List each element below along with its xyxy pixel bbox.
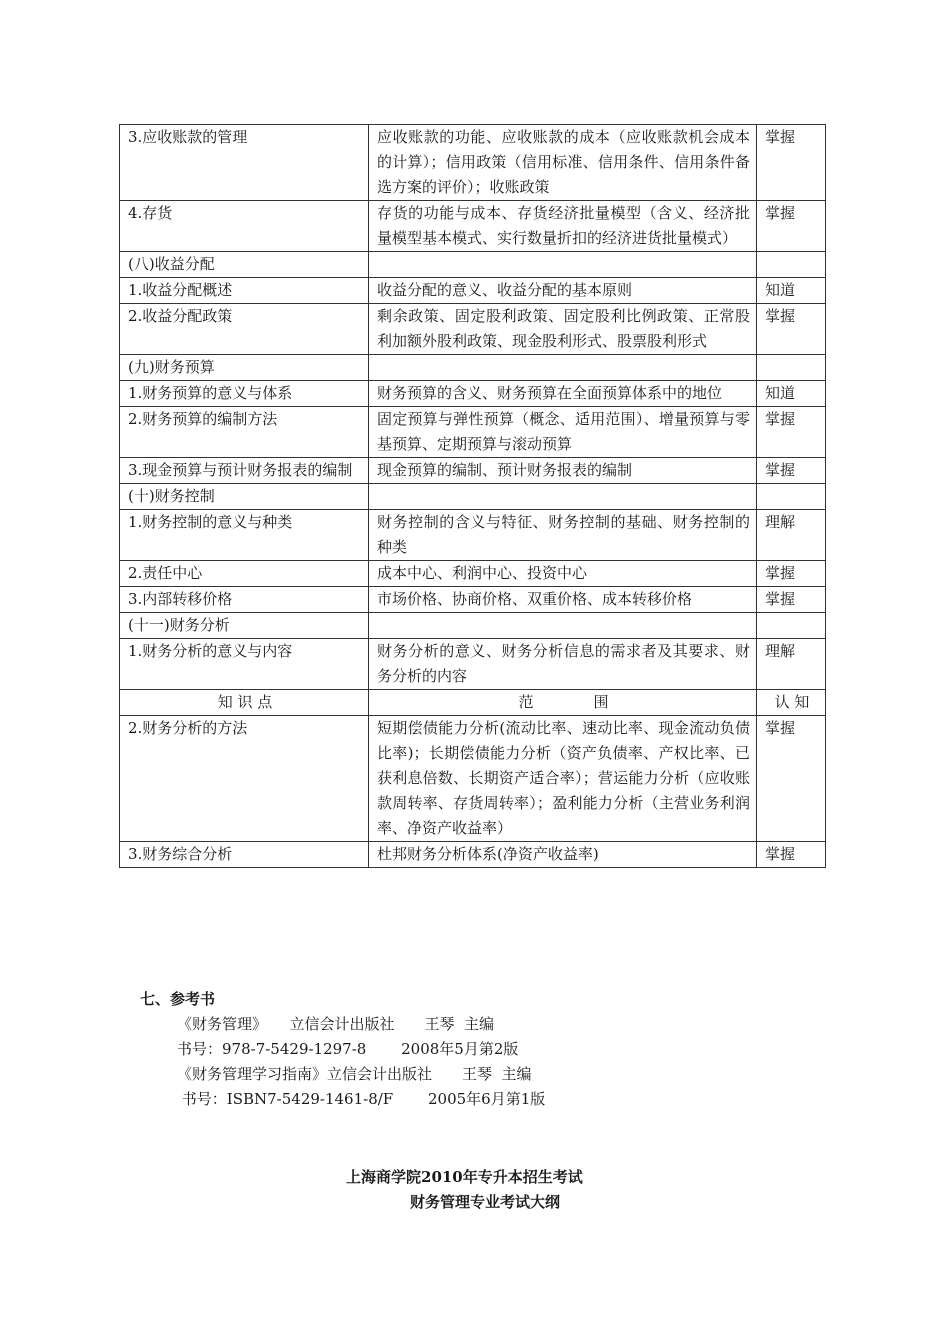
- knowledge-point-cell: (九)财务预算: [120, 355, 369, 381]
- syllabus-title: 财务管理专业考试大纲: [410, 1193, 561, 1211]
- table-row: [120, 842, 826, 868]
- table-row: [120, 355, 826, 381]
- references-title: 七、参考书: [140, 990, 216, 1008]
- knowledge-point-cell: 3.现金预算与预计财务报表的编制: [120, 458, 369, 484]
- scope-cell: [369, 613, 757, 639]
- cognition-level-cell: 掌握: [757, 458, 826, 484]
- knowledge-point-cell: (十)财务控制: [120, 484, 369, 510]
- knowledge-point-cell: (八)收益分配: [120, 252, 369, 278]
- scope-cell: 应收账款的功能、应收账款的成本（应收账款机会成本的计算）；信用政策（信用标准、信用条件、信用条件备选方案的评价）；收账政策: [369, 125, 757, 201]
- cognition-level-cell: 知道: [757, 381, 826, 407]
- table-row: [120, 458, 826, 484]
- table-row: [120, 484, 826, 510]
- table-row: [120, 304, 826, 355]
- scope-cell: 收益分配的意义、收益分配的基本原则: [369, 278, 757, 304]
- knowledge-point-cell: 3.内部转移价格: [120, 587, 369, 613]
- knowledge-point-cell: (十一)财务分析: [120, 613, 369, 639]
- cognition-level-cell: [757, 613, 826, 639]
- next-document-heading: [0, 1165, 950, 1215]
- knowledge-point-cell: 1.财务预算的意义与体系: [120, 381, 369, 407]
- cognition-level-cell: 掌握: [757, 716, 826, 842]
- cognition-level-cell: 掌握: [757, 587, 826, 613]
- scope-cell: 杜邦财务分析体系(净资产收益率): [369, 842, 757, 868]
- knowledge-point-cell: 1.财务分析的意义与内容: [120, 639, 369, 690]
- cognition-level-cell: [757, 484, 826, 510]
- cognition-level-cell: 理解: [757, 510, 826, 561]
- knowledge-point-cell: 3.财务综合分析: [120, 842, 369, 868]
- cognition-level-cell: 理解: [757, 639, 826, 690]
- references-section: [140, 987, 545, 1112]
- knowledge-point-cell: 1.收益分配概述: [120, 278, 369, 304]
- table-row: [120, 510, 826, 561]
- scope-cell: 财务预算的含义、财务预算在全面预算体系中的地位: [369, 381, 757, 407]
- cognition-level-cell: 掌握: [757, 561, 826, 587]
- cognition-level-cell: 掌握: [757, 304, 826, 355]
- cognition-level-cell: 掌握: [757, 125, 826, 201]
- scope-cell: 财务分析的意义、财务分析信息的需求者及其要求、财务分析的内容: [369, 639, 757, 690]
- reference-line: 书号：978-7-5429-1297-8 2008年5月第2版: [177, 1040, 519, 1058]
- scope-cell: 存货的功能与成本、存货经济批量模型（含义、经济批量模型基本模式、实行数量折扣的经济进货批量模式）: [369, 201, 757, 252]
- knowledge-point-cell: 2.财务预算的编制方法: [120, 407, 369, 458]
- knowledge-point-cell: 2.收益分配政策: [120, 304, 369, 355]
- table-row: [120, 125, 826, 201]
- knowledge-point-cell: 4.存货: [120, 201, 369, 252]
- cognition-level-cell: 掌握: [757, 407, 826, 458]
- table-row: [120, 407, 826, 458]
- scope-cell: 固定预算与弹性预算（概念、适用范围）、增量预算与零基预算、定期预算与滚动预算: [369, 407, 757, 458]
- scope-cell: 市场价格、协商价格、双重价格、成本转移价格: [369, 587, 757, 613]
- cognition-level-cell: 认 知: [757, 690, 826, 716]
- table-row: [120, 381, 826, 407]
- table-row: [120, 639, 826, 690]
- reference-line: 《财务管理学习指南》立信会计出版社 王琴 主编: [177, 1065, 532, 1083]
- table-row: [120, 201, 826, 252]
- scope-cell: 范 围: [369, 690, 757, 716]
- scope-cell: 短期偿债能力分析(流动比率、速动比率、现金流动负债比率)；长期偿债能力分析（资产负债率、产权比率、已获利息倍数、长期资产适合率）；营运能力分析（应收账款周转率、存货周转率）；盈利能力分析（主营业务利润率、净资产收益率）: [369, 716, 757, 842]
- scope-cell: [369, 355, 757, 381]
- table-row: [120, 716, 826, 842]
- exam-title: 上海商学院2010年专升本招生考试: [346, 1168, 583, 1186]
- scope-cell: [369, 252, 757, 278]
- cognition-level-cell: [757, 355, 826, 381]
- table-row: [120, 613, 826, 639]
- knowledge-point-cell: 知 识 点: [120, 690, 369, 716]
- table-row: [120, 278, 826, 304]
- outline-table: [119, 124, 826, 868]
- cognition-level-cell: 掌握: [757, 201, 826, 252]
- cognition-level-cell: 知道: [757, 278, 826, 304]
- cognition-level-cell: [757, 252, 826, 278]
- cognition-level-cell: 掌握: [757, 842, 826, 868]
- scope-cell: 成本中心、利润中心、投资中心: [369, 561, 757, 587]
- scope-cell: [369, 484, 757, 510]
- reference-line: 《财务管理》 立信会计出版社 王琴 主编: [177, 1015, 495, 1033]
- table-row: [120, 587, 826, 613]
- reference-line: 书号：ISBN7-5429-1461-8/F 2005年6月第1版: [177, 1090, 546, 1108]
- knowledge-point-cell: 2.责任中心: [120, 561, 369, 587]
- knowledge-point-cell: 2.财务分析的方法: [120, 716, 369, 842]
- knowledge-point-cell: 3.应收账款的管理: [120, 125, 369, 201]
- outline-table-body: [120, 125, 826, 868]
- table-row: [120, 252, 826, 278]
- scope-cell: 剩余政策、固定股利政策、固定股利比例政策、正常股利加额外股利政策、现金股利形式、股票股利形式: [369, 304, 757, 355]
- scope-cell: 现金预算的编制、预计财务报表的编制: [369, 458, 757, 484]
- knowledge-point-cell: 1.财务控制的意义与种类: [120, 510, 369, 561]
- table-row: [120, 561, 826, 587]
- table-header-row: [120, 690, 826, 716]
- scope-cell: 财务控制的含义与特征、财务控制的基础、财务控制的种类: [369, 510, 757, 561]
